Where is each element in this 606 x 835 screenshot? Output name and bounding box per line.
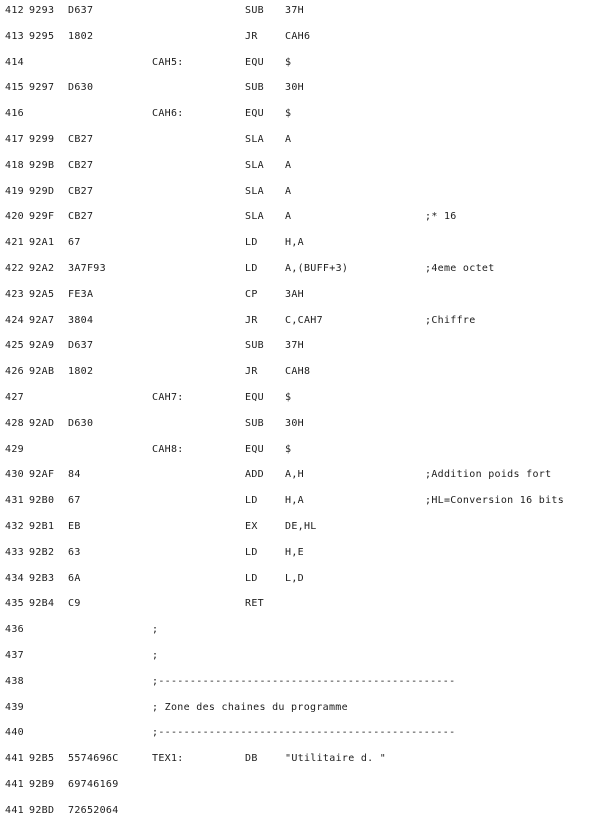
mnemonic: SUB <box>245 417 264 429</box>
line-number: 424 <box>5 314 24 326</box>
mnemonic: EQU <box>245 392 264 403</box>
mnemonic: CP <box>245 288 258 300</box>
line-number: 413 <box>5 30 24 42</box>
operand: C,CAH7 <box>285 314 323 326</box>
listing-row <box>0 131 606 149</box>
machine-code: FE3A <box>68 288 94 300</box>
machine-code: D637 <box>68 5 94 16</box>
line-number: 415 <box>5 82 24 94</box>
listing-row <box>0 54 606 72</box>
listing-row <box>0 466 606 484</box>
listing-row <box>0 750 606 768</box>
line-number: 414 <box>5 56 24 68</box>
operand: A <box>285 134 292 145</box>
address: 92A1 <box>29 237 55 249</box>
address: 92B0 <box>29 495 55 507</box>
address: 929F <box>29 211 55 223</box>
label: ;----------------------------------------------- <box>152 675 456 687</box>
operand: $ <box>285 108 292 120</box>
machine-code: 6A <box>68 572 81 584</box>
mnemonic: SLA <box>245 159 264 171</box>
line-number: 421 <box>5 237 24 249</box>
machine-code: D637 <box>68 340 94 352</box>
address: 92B4 <box>29 598 55 610</box>
mnemonic: LD <box>245 263 258 274</box>
address: 92B1 <box>29 521 55 532</box>
machine-code: 1802 <box>68 30 94 42</box>
machine-code: D630 <box>68 82 94 94</box>
address: 9297 <box>29 82 55 94</box>
line-number: 422 <box>5 263 24 274</box>
line-number: 416 <box>5 108 24 120</box>
operand: $ <box>285 56 292 68</box>
mnemonic: SUB <box>245 5 264 16</box>
label: CAH5: <box>152 56 184 68</box>
operand: H,A <box>285 237 304 249</box>
mnemonic: LD <box>245 572 258 584</box>
address: 9295 <box>29 30 55 42</box>
line-number: 441 <box>5 779 24 790</box>
machine-code: CB27 <box>68 185 94 197</box>
machine-code: 5574696C <box>68 753 119 765</box>
machine-code: 84 <box>68 469 81 481</box>
address: 92BD <box>29 804 55 816</box>
listing-row <box>0 286 606 304</box>
line-number: 439 <box>5 701 24 713</box>
mnemonic: SLA <box>245 134 264 145</box>
listing-row <box>0 79 606 97</box>
comment: ;4eme octet <box>425 263 495 274</box>
operand: A <box>285 185 292 197</box>
address: 929B <box>29 159 55 171</box>
line-number: 441 <box>5 804 24 816</box>
listing-row <box>0 389 606 407</box>
label: ; <box>152 650 159 661</box>
comment: ;Addition poids fort <box>425 469 552 481</box>
line-number: 429 <box>5 443 24 455</box>
line-number: 423 <box>5 288 24 300</box>
mnemonic: EQU <box>245 443 264 455</box>
line-number: 435 <box>5 598 24 610</box>
line-number: 419 <box>5 185 24 197</box>
listing-row <box>0 673 606 691</box>
listing-row <box>0 312 606 330</box>
operand: CAH8 <box>285 366 311 378</box>
listing-row <box>0 2 606 20</box>
listing-row <box>0 699 606 717</box>
operand: CAH6 <box>285 30 311 42</box>
listing-row <box>0 647 606 665</box>
listing-row <box>0 492 606 510</box>
operand: 30H <box>285 82 304 94</box>
line-number: 418 <box>5 159 24 171</box>
mnemonic: LD <box>245 237 258 249</box>
address: 92A9 <box>29 340 55 352</box>
machine-code: 3A7F93 <box>68 263 106 274</box>
listing-row <box>0 544 606 562</box>
line-number: 428 <box>5 417 24 429</box>
machine-code: CB27 <box>68 134 94 145</box>
line-number: 431 <box>5 495 24 507</box>
operand: L,D <box>285 572 304 584</box>
comment: ;* 16 <box>425 211 457 223</box>
line-number: 427 <box>5 392 24 403</box>
listing-row <box>0 441 606 459</box>
operand: 37H <box>285 5 304 16</box>
line-number: 440 <box>5 727 24 739</box>
line-number: 430 <box>5 469 24 481</box>
machine-code: 67 <box>68 495 81 507</box>
listing-row <box>0 337 606 355</box>
operand: "Utilitaire d. " <box>285 753 387 765</box>
mnemonic: LD <box>245 495 258 507</box>
machine-code: C9 <box>68 598 81 610</box>
line-number: 438 <box>5 675 24 687</box>
line-number: 426 <box>5 366 24 378</box>
listing-row <box>0 802 606 820</box>
machine-code: D630 <box>68 417 94 429</box>
mnemonic: EQU <box>245 108 264 120</box>
address: 92A5 <box>29 288 55 300</box>
listing-row <box>0 234 606 252</box>
label: CAH8: <box>152 443 184 455</box>
line-number: 437 <box>5 650 24 661</box>
listing-row <box>0 208 606 226</box>
address: 929D <box>29 185 55 197</box>
machine-code: 67 <box>68 237 81 249</box>
address: 92B9 <box>29 779 55 790</box>
mnemonic: JR <box>245 30 258 42</box>
mnemonic: SLA <box>245 211 264 223</box>
mnemonic: SLA <box>245 185 264 197</box>
operand: A <box>285 211 292 223</box>
address: 9293 <box>29 5 55 16</box>
listing-row <box>0 595 606 613</box>
machine-code: 69746169 <box>68 779 119 790</box>
address: 92B5 <box>29 753 55 765</box>
listing-row <box>0 776 606 794</box>
line-number: 433 <box>5 546 24 558</box>
label: TEX1: <box>152 753 184 765</box>
listing-row <box>0 28 606 46</box>
label: CAH6: <box>152 108 184 120</box>
label: CAH7: <box>152 392 184 403</box>
operand: $ <box>285 443 292 455</box>
mnemonic: SUB <box>245 340 264 352</box>
operand: A,H <box>285 469 304 481</box>
address: 92AD <box>29 417 55 429</box>
operand: H,A <box>285 495 304 507</box>
machine-code: CB27 <box>68 211 94 223</box>
listing-row <box>0 621 606 639</box>
listing-row <box>0 260 606 278</box>
address: 9299 <box>29 134 55 145</box>
machine-code: 3804 <box>68 314 94 326</box>
address: 92AF <box>29 469 55 481</box>
mnemonic: SUB <box>245 82 264 94</box>
listing-row <box>0 415 606 433</box>
operand: 37H <box>285 340 304 352</box>
listing-row <box>0 105 606 123</box>
line-number: 425 <box>5 340 24 352</box>
line-number: 434 <box>5 572 24 584</box>
comment: ;Chiffre <box>425 314 476 326</box>
mnemonic: RET <box>245 598 264 610</box>
address: 92B2 <box>29 546 55 558</box>
machine-code: EB <box>68 521 81 532</box>
machine-code: 72652064 <box>68 804 119 816</box>
operand: 30H <box>285 417 304 429</box>
machine-code: 1802 <box>68 366 94 378</box>
address: 92AB <box>29 366 55 378</box>
label: ; <box>152 624 159 636</box>
listing-row <box>0 518 606 536</box>
listing-row <box>0 157 606 175</box>
mnemonic: EQU <box>245 56 264 68</box>
listing-row <box>0 183 606 201</box>
machine-code: 63 <box>68 546 81 558</box>
operand: 3AH <box>285 288 304 300</box>
mnemonic: ADD <box>245 469 264 481</box>
listing-row <box>0 724 606 742</box>
address: 92A7 <box>29 314 55 326</box>
line-number: 420 <box>5 211 24 223</box>
comment: ;HL=Conversion 16 bits <box>425 495 565 507</box>
line-number: 441 <box>5 753 24 765</box>
mnemonic: DB <box>245 753 258 765</box>
line-number: 417 <box>5 134 24 145</box>
machine-code: CB27 <box>68 159 94 171</box>
operand: A <box>285 159 292 171</box>
label: ; Zone des chaines du programme <box>152 701 348 713</box>
operand: H,E <box>285 546 304 558</box>
line-number: 432 <box>5 521 24 532</box>
line-number: 436 <box>5 624 24 636</box>
operand: $ <box>285 392 292 403</box>
mnemonic: EX <box>245 521 258 532</box>
address: 92B3 <box>29 572 55 584</box>
mnemonic: JR <box>245 314 258 326</box>
operand: A,(BUFF+3) <box>285 263 349 274</box>
listing-row <box>0 570 606 588</box>
operand: DE,HL <box>285 521 317 532</box>
mnemonic: JR <box>245 366 258 378</box>
label: ;----------------------------------------------- <box>152 727 456 739</box>
listing-row <box>0 363 606 381</box>
mnemonic: LD <box>245 546 258 558</box>
line-number: 412 <box>5 5 24 16</box>
address: 92A2 <box>29 263 55 274</box>
